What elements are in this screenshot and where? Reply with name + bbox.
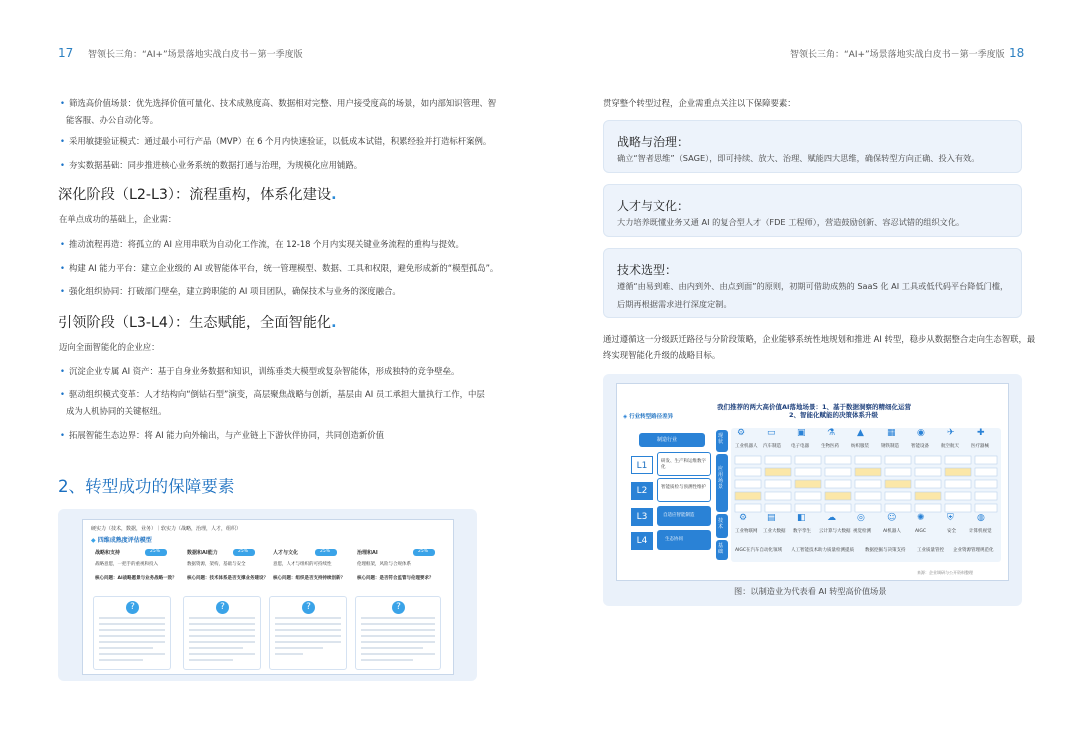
dimension-badge: 25% <box>145 549 167 556</box>
card-body: 大力培养既懂业务又通 AI 的复合型人才（FDE 工程师），营造鼓励创新、容忍试错的组织文化。 <box>617 217 965 227</box>
industry-label: 钢铁制造 <box>881 444 899 449</box>
figure-source: 来源：企业调研与公开资料整理 <box>917 570 973 575</box>
card-tech-selection <box>603 248 1022 318</box>
tech-label: 安全 <box>947 529 956 534</box>
tech-label: 工业大数据 <box>763 529 786 534</box>
bullet-dot-icon: • <box>60 366 65 376</box>
industry-label: 医疗器械 <box>971 444 989 449</box>
right-intro: 贯穿整个转型过程，企业需重点关注以下保障要素： <box>603 98 796 108</box>
aigc-icon: ✺ <box>917 513 925 523</box>
question-mark-icon: ? <box>392 601 405 614</box>
base-item: 企业资源管理规范化 <box>953 548 994 553</box>
right-page-number: 18 <box>1009 46 1025 60</box>
group-label: 现状 <box>716 430 728 452</box>
tech-label: 工业物联网 <box>735 529 758 534</box>
figure-title-line: 2、智能化赋能的决策体系升级 <box>789 411 879 419</box>
twin-icon: ◧ <box>797 513 806 523</box>
industry-label: 纺织服装 <box>851 444 869 449</box>
manufacturing-scenario-figure <box>603 374 1022 606</box>
base-item: 人工智能技术助力质量检测提质 <box>791 548 854 553</box>
tech-label: 数字孪生 <box>793 529 811 534</box>
left-panel-label: ◈ 行业转型路径差异 <box>623 414 674 420</box>
level-box: 研发、生产和运维数字化 <box>657 452 711 476</box>
base-item: AIGC在汽车自动化领域 <box>735 548 783 553</box>
stage2-intro: 在单点成功的基础上，企业需： <box>59 214 177 224</box>
path-icon: ◈ <box>623 414 628 420</box>
manufacturing-scenario-panel <box>616 383 1009 581</box>
dimension-badge: 25% <box>413 549 435 556</box>
dimension-question: 核心问题：技术体系是否支撑业务建设？ <box>187 576 268 581</box>
tech-icon-row <box>735 515 997 539</box>
figure-title-line: 我们推荐的两大高价值AI落地场景：1、基于数据洞察的精细化运营 <box>717 403 911 411</box>
factory-icon: ▦ <box>887 428 896 438</box>
card-title: 人才与文化： <box>617 199 690 213</box>
right-running-title: 智领长三角：“AI+”场景落地实战白皮书－第一季度版 <box>790 50 1005 60</box>
bullet-dot-icon: • <box>60 239 65 249</box>
tech-label: 云计算与大数据 <box>819 529 851 534</box>
level-label: L2 <box>631 482 653 500</box>
group-label: 基础 <box>716 540 728 560</box>
ai-robot-icon: ☺ <box>887 513 897 523</box>
question-mark-icon: ? <box>126 601 139 614</box>
bullet-item: • 夯实数据基础：同步推进核心业务系统的数据打通与治理，为规模化应用铺路。 <box>60 160 363 170</box>
industry-label: 航空航天 <box>941 444 959 449</box>
database-icon: ▤ <box>767 513 776 523</box>
dimension-name: 人才与文化 <box>273 550 299 556</box>
card-title: 战略与治理： <box>617 135 690 149</box>
bullet-item: • 构建 AI 能力平台：建立企业级的 AI 或智能体平台，统一管理模型、数据、工具和权限，避免形成新的“模型孤岛”。 <box>60 263 499 273</box>
level-label: L1 <box>631 456 653 474</box>
level-box: 智能质检与预测性维护 <box>657 478 711 502</box>
bullet-item: • 筛选高价值场景：优先选择价值可量化、技术成熟度高、数据相对完整、用户接受度高的场景，如内部知识管理、智 <box>60 98 497 108</box>
bullet-item: • 驱动组织模式变革：人才结构向“倒钻石型”演变，高层聚焦战略与创新，基层由 AI 员工承担大量执行工作，中层 <box>60 389 485 399</box>
base-row <box>735 544 997 558</box>
stage3-intro: 迈向全面智能化的企业应： <box>59 342 160 352</box>
base-item: 工业质量管控 <box>917 548 944 553</box>
level-box: 生态协同 <box>657 530 711 550</box>
car-icon: ▭ <box>767 428 776 438</box>
industry-label: 汽车制造 <box>763 444 781 449</box>
group-label: 技术 <box>716 514 728 538</box>
scenario-cells <box>733 454 999 514</box>
bullet-continuation: 成为人机协同的关键枢纽。 <box>66 406 167 416</box>
dimension-name: 战略和支持 <box>95 550 121 556</box>
dimension-desc: 意愿，人才与组织的可持续性 <box>273 562 332 567</box>
figure-caption: 图：以制造业为代表看 AI 转型高价值场景 <box>734 586 887 596</box>
industry-icon-row <box>735 430 997 452</box>
tech-label: 视觉检测 <box>853 529 871 534</box>
cloud-icon: ☁ <box>827 513 836 523</box>
bullet-dot-icon: • <box>60 389 65 399</box>
bullet-dot-icon: • <box>60 430 65 440</box>
card-body-line: 遵循“由易到难、由内到外、由点到面”的原则，初期可借助成熟的 SaaS 化 AI 工具或低代码平台降低门槛， <box>617 281 1009 291</box>
section2-heading: 2、转型成功的保障要素 <box>58 477 235 496</box>
shield-icon: ⛨ <box>947 513 954 523</box>
shirt-icon: ▲ <box>857 428 864 438</box>
summary-line: 终实现智能化升级的战略目标。 <box>603 350 721 360</box>
iot-icon: ⚙ <box>739 513 748 523</box>
bullet-item: • 沉淀企业专属 AI 资产：基于自身业务数据和知识，训练垂类大模型或复杂智能体，形成独特的竞争壁垒。 <box>60 366 460 376</box>
left-page-number: 17 <box>58 46 74 60</box>
bullet-continuation: 能客服、办公自动化等。 <box>66 115 159 125</box>
bullet-dot-icon: • <box>60 286 65 296</box>
card-strategy-governance <box>603 120 1022 173</box>
plane-icon: ✈ <box>947 428 955 438</box>
bullet-dot-icon: • <box>60 263 65 273</box>
dimension-question: 核心问题：AI战略愿景与业务战略一致？ <box>95 576 177 581</box>
bullet-dot-icon: • <box>60 136 65 146</box>
eye-icon: ◎ <box>857 513 865 523</box>
bullet-item: • 强化组织协同：打破部门壁垒，建立跨职能的 AI 项目团队，确保技术与业务的深度融合。 <box>60 286 401 296</box>
question-mark-icon: ? <box>216 601 229 614</box>
dimension-desc: 战略意愿，一把手的重视和投入 <box>95 562 158 567</box>
summary-line: 通过遵循这一分级跃迁路径与分阶段策略，企业能够系统性地规划和推进 AI 转型，稳步从数据整合走向生态智联，最 <box>603 334 1036 344</box>
card-body-line: 后期再根据需求进行深度定制。 <box>617 299 732 309</box>
maturity-model-panel <box>82 519 454 675</box>
industry-label: 智能设备 <box>911 444 929 449</box>
dimension-desc: 数据资源，架构，基础与安全 <box>187 562 246 567</box>
industry-label: 生物医药 <box>821 444 839 449</box>
maturity-model-figure <box>58 509 477 681</box>
cube-icon: ◆ <box>91 537 96 544</box>
device-icon: ◉ <box>917 428 925 438</box>
industry-label: 电子电器 <box>791 444 809 449</box>
flask-icon: ⚗ <box>827 428 836 438</box>
dimension-name: 数据和AI能力 <box>187 550 218 556</box>
question-mark-icon: ? <box>302 601 315 614</box>
tech-label: AIGC <box>915 529 927 534</box>
dimension-badge: 25% <box>233 549 255 556</box>
tech-label: AI机器人 <box>883 529 901 534</box>
card-body: 确立“智者思维”（SAGE），即可持续、放大、治理、赋能四大思维，确保转型方向正确、投入有效。 <box>617 153 980 163</box>
robot-icon: ⚙ <box>737 428 746 438</box>
bullet-dot-icon: • <box>60 98 65 108</box>
medical-icon: ✚ <box>977 428 985 438</box>
chip-icon: ▣ <box>797 428 806 438</box>
bullet-item: • 采用敏捷验证模式：通过最小可行产品（MVP）在 6 个月内快速验证，以低成本试错，积累经验并打造标杆案例。 <box>60 136 492 146</box>
dimension-question: 核心问题：组织是否支持持续创新？ <box>273 576 345 581</box>
level-label: L3 <box>631 508 653 526</box>
card-title: 技术选型： <box>617 263 678 277</box>
figure-title: ◆ 四维成熟度评估模型 <box>91 537 152 544</box>
bullet-dot-icon: • <box>60 160 65 170</box>
level-box: 自适应智能制造 <box>657 506 711 526</box>
card-talent-culture <box>603 184 1022 237</box>
figure-top-line: 硬实力（技术，数据，业务）｜软实力（战略，治理，人才，组织） <box>91 526 242 532</box>
dimension-badge: 25% <box>315 549 337 556</box>
bullet-item: • 拓展智能生态边界：将 AI 能力向外输出，与产业链上下游伙伴协同，共同创造新价值 <box>60 430 384 440</box>
group-label: 应用场景 <box>716 454 728 512</box>
tech-label: 计算机视觉 <box>969 529 992 534</box>
base-item: 数据挖掘与决策支持 <box>865 548 906 553</box>
dimension-desc: 伦理框架，风险与合规体系 <box>357 562 411 567</box>
industry-tag: 制造行业 <box>639 433 705 447</box>
stage2-heading: 深化阶段（L2-L3）：流程重构，体系化建设. <box>58 187 337 203</box>
question-card-text-lines <box>83 520 455 676</box>
bullet-item: • 推动流程再造：将孤立的 AI 应用串联为自动化工作流，在 12-18 个月内实现关键业务流程的重构与提效。 <box>60 239 464 249</box>
dimension-question: 核心问题：是否符合监管与伦理要求？ <box>357 576 434 581</box>
dimension-name: 治理和AI <box>357 550 378 556</box>
vision-icon: ◍ <box>977 513 985 523</box>
level-label: L4 <box>631 532 653 550</box>
industry-label: 工业机器人 <box>735 444 758 449</box>
stage3-heading: 引领阶段（L3-L4）：生态赋能，全面智能化. <box>58 315 337 331</box>
left-running-title: 智领长三角：“AI+”场景落地实战白皮书－第一季度版 <box>88 50 303 60</box>
